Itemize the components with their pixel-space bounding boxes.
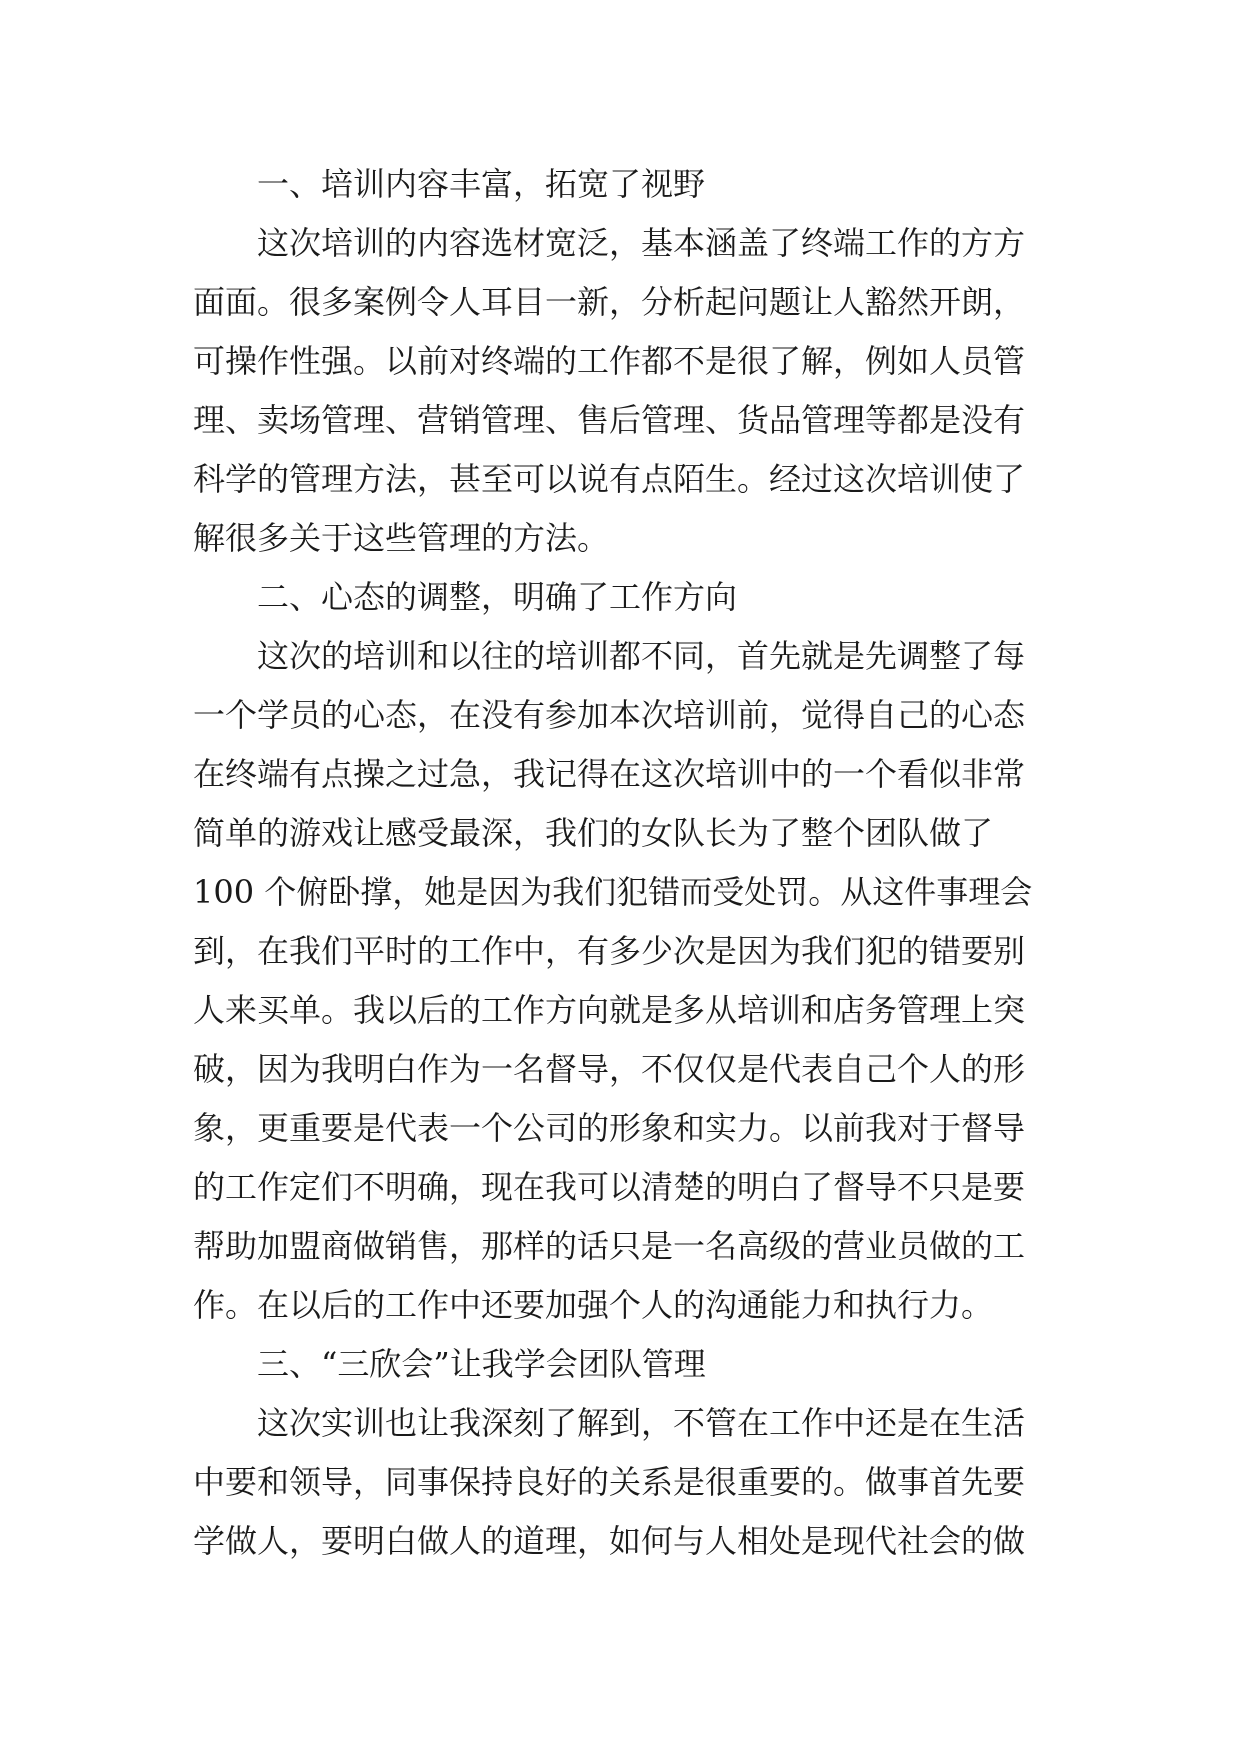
section-3-line-1: 这次实训也让我深刻了解到，不管在工作中还是在生活: [257, 1404, 1026, 1442]
section-3-heading: 三、“三欣会”让我学会团队管理: [257, 1345, 706, 1383]
section-3-line-2: 中要和领导，同事保持良好的关系是很重要的。做事首先要: [193, 1463, 1026, 1501]
section-1-line-1: 这次培训的内容选材宽泛，基本涵盖了终端工作的方方: [257, 224, 1026, 262]
section-2-line-7: 人来买单。我以后的工作方向就是多从培训和店务管理上突: [193, 991, 1026, 1029]
section-3-line-3: 学做人，要明白做人的道理，如何与人相处是现代社会的做: [193, 1522, 1026, 1560]
section-1-line-5: 科学的管理方法，甚至可以说有点陌生。经过这次培训使了: [193, 460, 1026, 498]
section-2-line-8: 破，因为我明白作为一名督导，不仅仅是代表自己个人的形: [193, 1050, 1026, 1088]
section-1-line-6: 解很多关于这些管理的方法。: [193, 519, 610, 557]
section-2-line-3: 在终端有点操之过急，我记得在这次培训中的一个看似非常: [193, 755, 1026, 793]
section-2-line-6: 到，在我们平时的工作中，有多少次是因为我们犯的错要别: [193, 932, 1026, 970]
section-2-heading: 二、心态的调整，明确了工作方向: [257, 578, 738, 616]
section-2-line-11: 帮助加盟商做销售，那样的话只是一名高级的营业员做的工: [193, 1227, 1026, 1265]
section-2-line-2: 一个学员的心态，在没有参加本次培训前，觉得自己的心态: [193, 696, 1026, 734]
section-2-line-12: 作。在以后的工作中还要加强个人的沟通能力和执行力。: [193, 1286, 994, 1324]
section-1-line-3: 可操作性强。以前对终端的工作都不是很了解，例如人员管: [193, 342, 1026, 380]
section-1-line-2: 面面。很多案例令人耳目一新，分析起问题让人豁然开朗，: [193, 283, 1026, 321]
section-2-line-1: 这次的培训和以往的培训都不同，首先就是先调整了每: [257, 637, 1026, 675]
section-2-line-4: 简单的游戏让感受最深，我们的女队长为了整个团队做了: [193, 814, 994, 852]
section-1-heading: 一、培训内容丰富，拓宽了视野: [257, 165, 706, 203]
section-2-line-10: 的工作定们不明确，现在我可以清楚的明白了督导不只是要: [193, 1168, 1026, 1206]
section-1-line-4: 理、卖场管理、营销管理、售后管理、货品管理等都是没有: [193, 401, 1026, 439]
section-2-line-9: 象，更重要是代表一个公司的形象和实力。以前我对于督导: [193, 1109, 1026, 1147]
section-2-line-5: 100 个俯卧撑，她是因为我们犯错而受处罚。从这件事理会: [193, 873, 1033, 911]
document-body: [193, 155, 1063, 1571]
